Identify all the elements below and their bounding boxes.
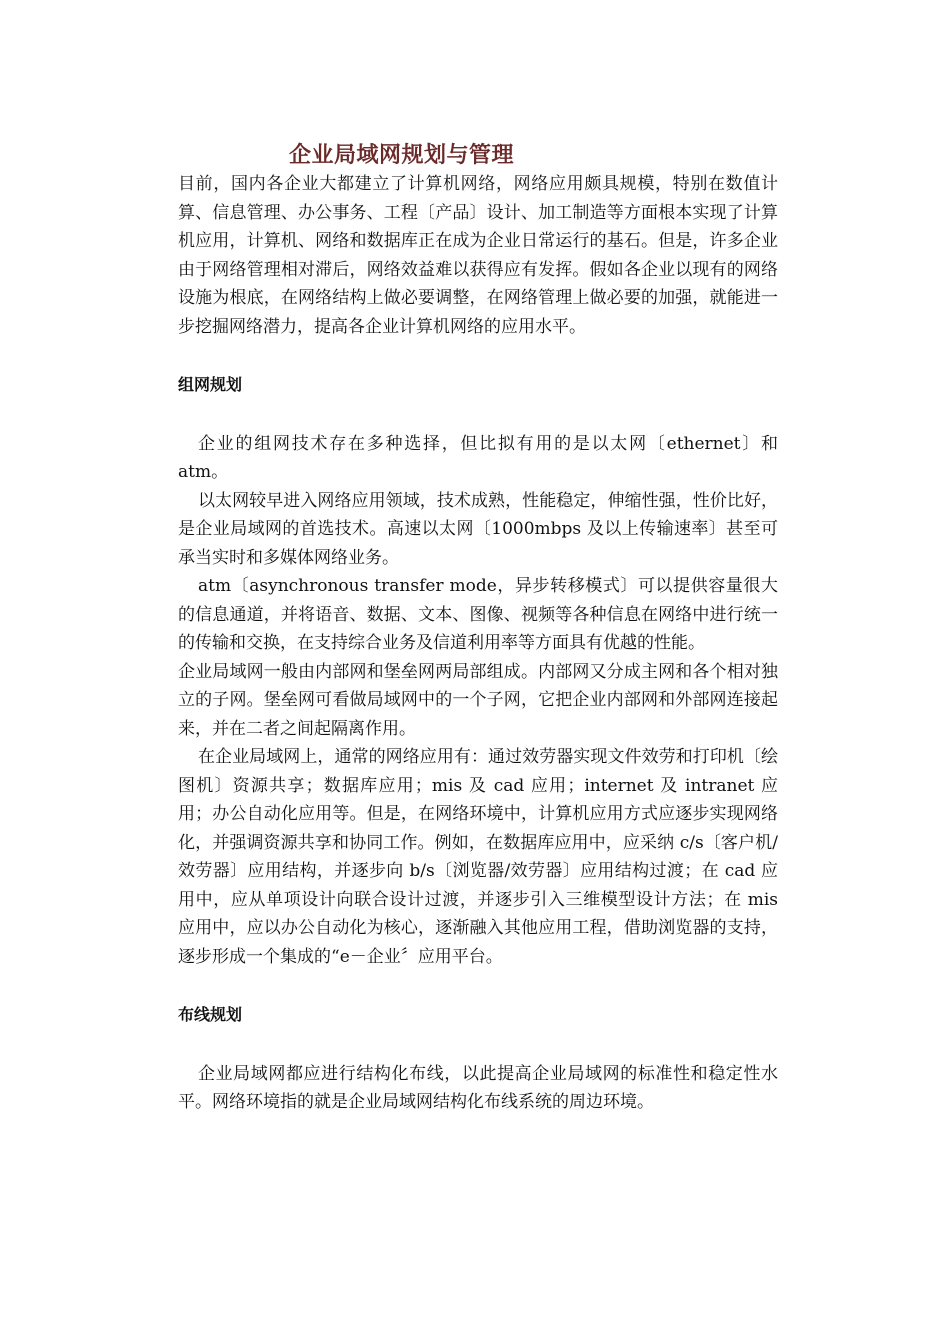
intro-paragraph: 目前，国内各企业大都建立了计算机网络，网络应用颇具规模，特别在数值计算、信息管理、办公事务、工程〔产品〕设计、加工制造等方面根本实现了计算机应用，计算机、网络和数据库正在成为企业日常运行的基石。但是，许多企业由于网络管理相对滞后，网络效益难以获得应有发挥。假如各企业以现有的网络设施为根底，在网络结构上做必要调整，在网络管理上做必要的加强，就能进一步挖掘网络潜力，提高各企业计算机网络的应用水平。 [178, 174, 778, 337]
paragraph: 企业局域网都应进行结构化布线，以此提高企业局域网的标准性和稳定性水平。网络环境指的就是企业局域网结构化布线系统的周边环境。 [178, 1063, 778, 1112]
spacer [178, 1030, 778, 1060]
paragraph: 以太网较早进入网络应用领域，技术成熟，性能稳定，伸缩性强，性价比好，是企业局域网的首选技术。高速以太网〔1000mbps 及以上传输速率〕甚至可承当实时和多媒体网络业务。 [178, 490, 778, 568]
paragraph: 企业局域网一般由内部网和堡垒网两局部组成。内部网又分成主网和各个相对独立的子网。堡垒网可看做局域网中的一个子网，它把企业内部网和外部网连接起来，并在二者之间起隔离作用。 [178, 661, 778, 739]
spacer [178, 341, 778, 371]
section-heading-cabling: 布线规划 [178, 1005, 243, 1024]
section-heading-networking: 组网规划 [178, 375, 243, 394]
document-body [178, 170, 778, 1117]
paragraph: 企业的组网技术存在多种选择，但比拟有用的是以太网〔ethernet〕和 atm。 [178, 433, 778, 482]
spacer [178, 971, 778, 1001]
paragraph: 在企业局域网上，通常的网络应用有：通过效劳器实现文件效劳和打印机〔绘图机〕资源共享；数据库应用；mis 及 cad 应用；internet 及 intranet 应用；办公自动化应用等。但是，在网络环境中，计算机应用方式应逐步实现网络化，并强调资源共享和协同工作。例如，在数据库应用中，应采纳 c/s〔客户机/效劳器〕应用结构，并逐步向 b/s〔浏览器/效劳器〕应用结构过渡；在 cad 应用中，应从单项设计向联合设计过渡，并逐步引入三维模型设计方法；在 mis 应用中，应以办公自动化为核心，逐渐融入其他应用工程，借助浏览器的支持，逐步形成一个集成的“e－企业〞应用平台。 [178, 747, 778, 967]
spacer [178, 400, 778, 430]
document-title: 企业局域网规划与管理 [289, 142, 515, 168]
paragraph: atm〔asynchronous transfer mode，异步转移模式〕可以提供容量很大的信息通道，并将语音、数据、文本、图像、视频等各种信息在网络中进行统一的传输和交换，在支持综合业务及信道利用率等方面具有优越的性能。 [178, 576, 778, 653]
